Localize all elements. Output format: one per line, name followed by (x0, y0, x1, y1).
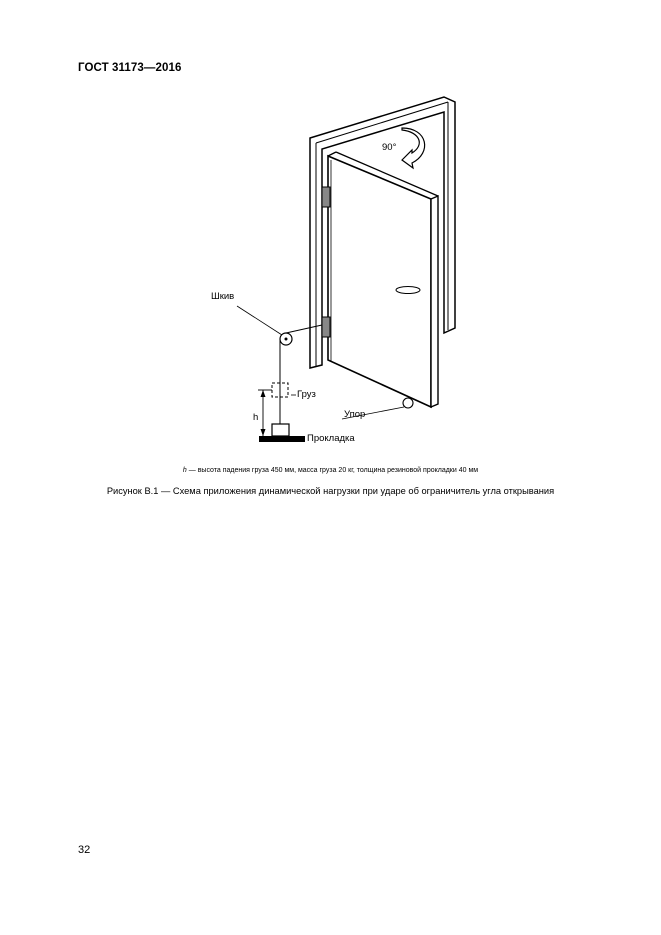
weight (272, 424, 289, 436)
document-header: ГОСТ 31173—2016 (78, 62, 182, 74)
figure-caption: Рисунок В.1 — Схема приложения динамической нагрузки при ударе об ограничитель угла открывания (106, 486, 555, 496)
stop-label: Упор (344, 409, 366, 420)
pulley-label: Шкив (211, 291, 235, 302)
note-symbol: h (182, 467, 187, 474)
door-leaf (328, 156, 431, 407)
pad-label: Прокладка (307, 433, 355, 444)
angle-label: 90° (382, 142, 397, 153)
figure-note (0, 467, 661, 474)
door-leaf-edge (431, 196, 438, 407)
door-test-diagram (0, 0, 661, 460)
rubber-pad (259, 436, 305, 442)
door-stop (403, 398, 413, 408)
height-label: h (253, 412, 259, 423)
lower-hinge (322, 317, 330, 337)
door-handle (396, 287, 420, 294)
upper-hinge (322, 187, 330, 207)
page-number: 32 (78, 844, 91, 856)
rotation-arrow (402, 128, 425, 168)
note-text: — высота падения груза 450 мм, масса груза 20 кг, толщина резиновой прокладки 40 мм (186, 467, 479, 474)
door-test-figure (0, 0, 661, 460)
weight-label: Груз (297, 389, 316, 400)
